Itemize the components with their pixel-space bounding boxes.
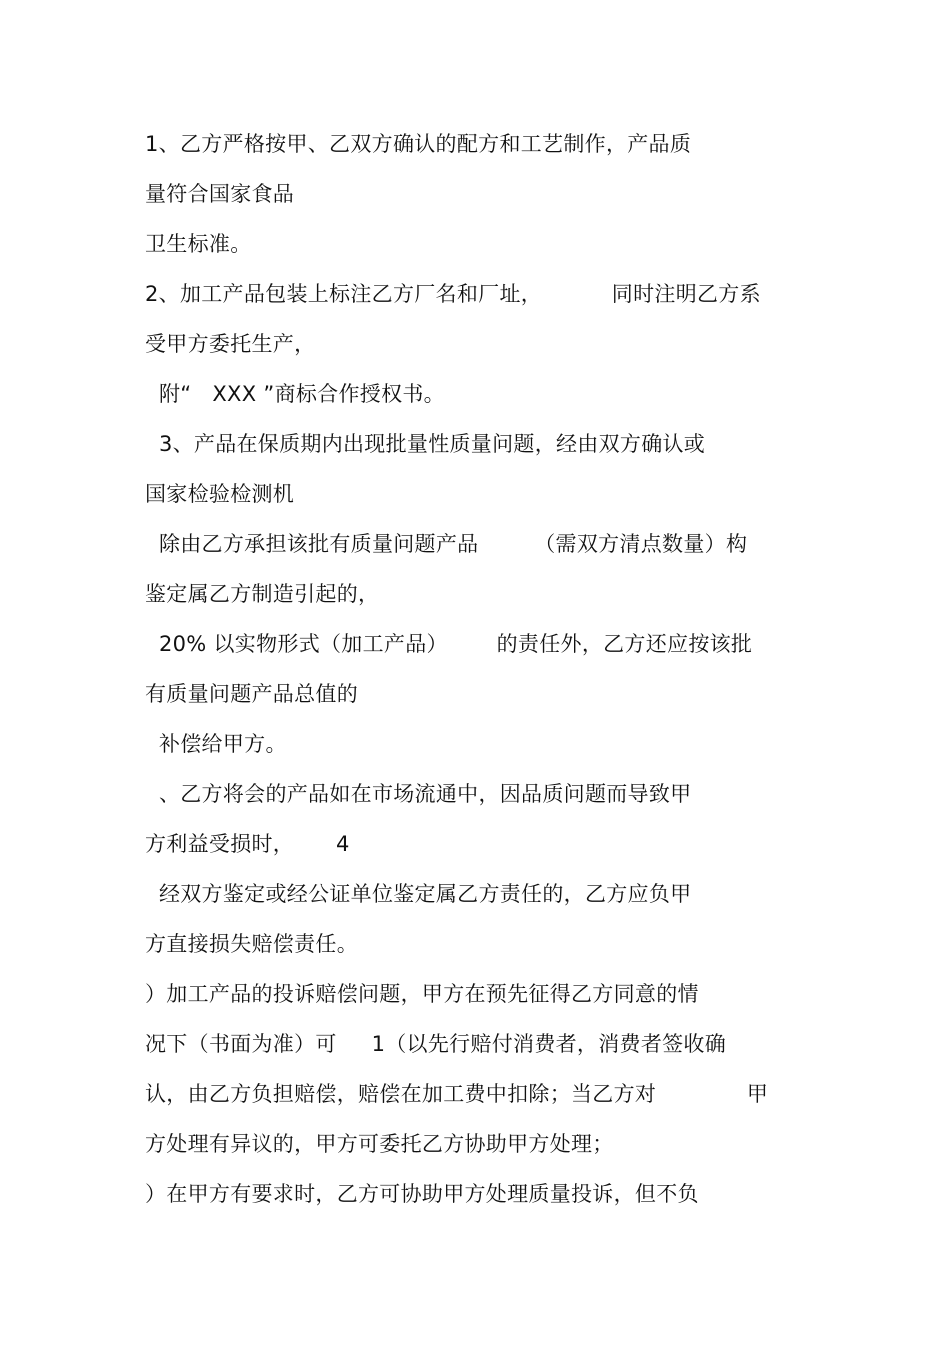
text-line-1: 1、乙方严格按甲、乙双方确认的配方和工艺制作，产品质 (145, 132, 692, 156)
text-line-21: 方处理有异议的，甲方可委托乙方协助甲方处理； (145, 1132, 614, 1156)
text-line-15: 方利益受损时， 4 (145, 832, 350, 856)
text-line-9: 除由乙方承担该批有质量问题产品 （需双方清点数量）构 (145, 532, 748, 556)
text-line-16: 经双方鉴定或经公证单位鉴定属乙方责任的，乙方应负甲 (145, 882, 692, 906)
text-line-7: 3、产品在保质期内出现批量性质量问题，经由双方确认或 (145, 432, 706, 456)
text-line-13: 补偿给甲方。 (145, 732, 287, 756)
text-line-8: 国家检验检测机 (145, 482, 295, 506)
text-line-18: ）加工产品的投诉赔偿问题，甲方在预先征得乙方同意的情 (145, 982, 699, 1006)
text-line-17: 方直接损失赔偿责任。 (145, 932, 358, 956)
text-line-4: 2、加工产品包装上标注乙方厂名和厂址， 同时注明乙方系 (145, 282, 761, 306)
text-line-5: 受甲方委托生产， (145, 332, 316, 356)
text-line-3: 卫生标准。 (145, 232, 252, 256)
text-line-12: 有质量问题产品总值的 (145, 682, 358, 706)
text-line-6: 附“ XXX ”商标合作授权书。 (145, 382, 445, 406)
text-line-11: 20% 以实物形式（加工产品） 的责任外，乙方还应按该批 (145, 632, 753, 656)
text-line-19: 况下（书面为准）可 1（以先行赔付消费者，消费者签收确 (145, 1032, 727, 1056)
text-line-20: 认，由乙方负担赔偿，赔偿在加工费中扣除；当乙方对 甲 (145, 1082, 769, 1106)
text-line-14: 、乙方将会的产品如在市场流通中，因品质问题而导致甲 (145, 782, 692, 806)
text-line-2: 量符合国家食品 (145, 182, 295, 206)
text-line-10: 鉴定属乙方制造引起的， (145, 582, 380, 606)
text-line-22: ）在甲方有要求时，乙方可协助甲方处理质量投诉，但不负 (145, 1182, 699, 1206)
